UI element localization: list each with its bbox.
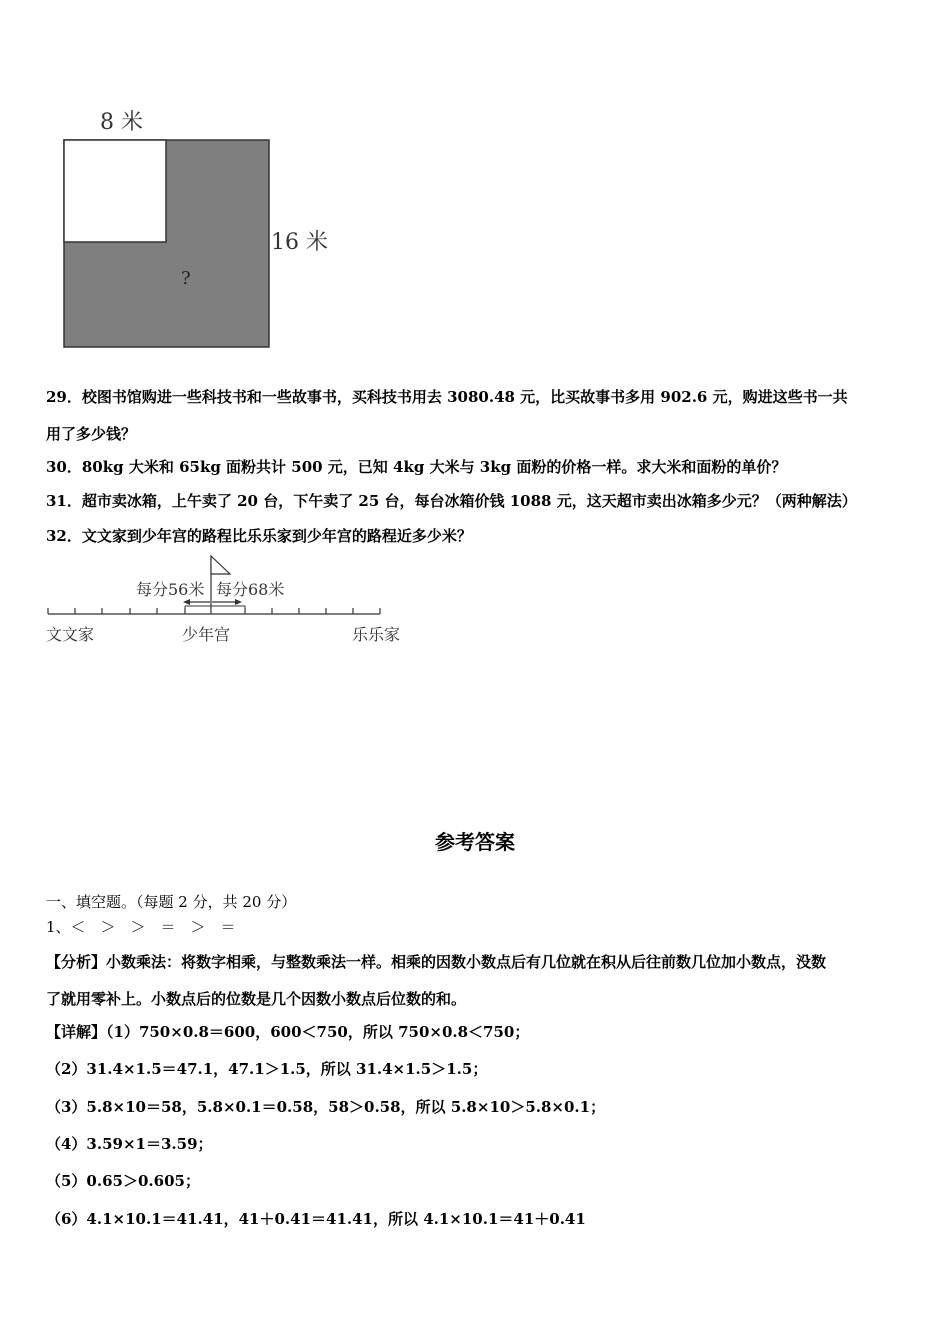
left-speed-label: 每分56米 xyxy=(136,580,205,599)
detail-line-5: （5）0.65＞0.605； xyxy=(46,1172,200,1190)
detail-line-6: （6）4.1×10.1＝41.41，41＋0.41＝41.41，所以 4.1×10.1＝41＋0.41 xyxy=(46,1210,586,1228)
wenwen-home-label: 文文家 xyxy=(46,625,95,644)
detail-line-2: （2）31.4×1.5＝47.1，47.1＞1.5，所以 31.4×1.5＞1.5； xyxy=(46,1060,488,1078)
right-speed-label: 每分68米 xyxy=(216,580,285,599)
flag xyxy=(211,556,230,574)
youth-palace-label: 少年宫 xyxy=(182,625,231,644)
unknown-area-label: ? xyxy=(181,268,191,289)
route-figure xyxy=(40,552,420,652)
q1-answer: 1、＜ ＞ ＞ ＝ ＞ ＝ xyxy=(46,918,236,936)
right-arrowhead xyxy=(235,599,242,605)
section-heading: 一、填空题。（每题 2 分，共 20 分） xyxy=(46,893,297,911)
question-29-line2: 用了多少钱？ xyxy=(46,425,137,443)
time-bracket xyxy=(185,606,245,614)
lele-home-label: 乐乐家 xyxy=(352,625,401,644)
question-32: 32．文文家到少年宫的路程比乐乐家到少年宫的路程近多少米？ xyxy=(46,527,472,545)
detail-line-1: 【详解】（1）750×0.8＝600，600＜750，所以 750×0.8＜750； xyxy=(46,1023,530,1041)
analysis-line1: 【分析】小数乘法：将数字相乘，与整数乘法一样。相乘的因数小数点后有几位就在积从后往前数几位加小数点，没数 xyxy=(46,953,827,971)
side-length-label: 16 米 xyxy=(271,230,328,255)
question-30: 30．80kg 大米和 65kg 面粉共计 500 元，已知 4kg 大米与 3kg 面粉的价格一样。求大米和面粉的单价？ xyxy=(46,458,787,476)
question-31: 31．超市卖冰箱，上午卖了 20 台，下午卖了 25 台，每台冰箱价钱 1088 元，这天超市卖出冰箱多少元？（两种解法） xyxy=(46,492,857,510)
question-29-line1: 29．校图书馆购进一些科技书和一些故事书，买科技书用去 3080.48 元，比买故事书多用 902.6 元，购进这些书一共 xyxy=(46,388,848,406)
white-square xyxy=(64,140,166,242)
square-figure xyxy=(40,100,340,360)
answers-title: 参考答案 xyxy=(435,830,515,854)
detail-line-4: （4）3.59×1＝3.59； xyxy=(46,1135,213,1153)
route-ticks xyxy=(48,608,380,614)
top-length-label: 8 米 xyxy=(100,110,143,135)
analysis-line2: 了就用零补上。小数点后的位数是几个因数小数点后位数的和。 xyxy=(46,990,467,1008)
detail-line-3: （3）5.8×10＝58，5.8×0.1＝0.58，58＞0.58，所以 5.8×10＞5.8×0.1； xyxy=(46,1098,606,1116)
left-arrowhead xyxy=(183,599,190,605)
